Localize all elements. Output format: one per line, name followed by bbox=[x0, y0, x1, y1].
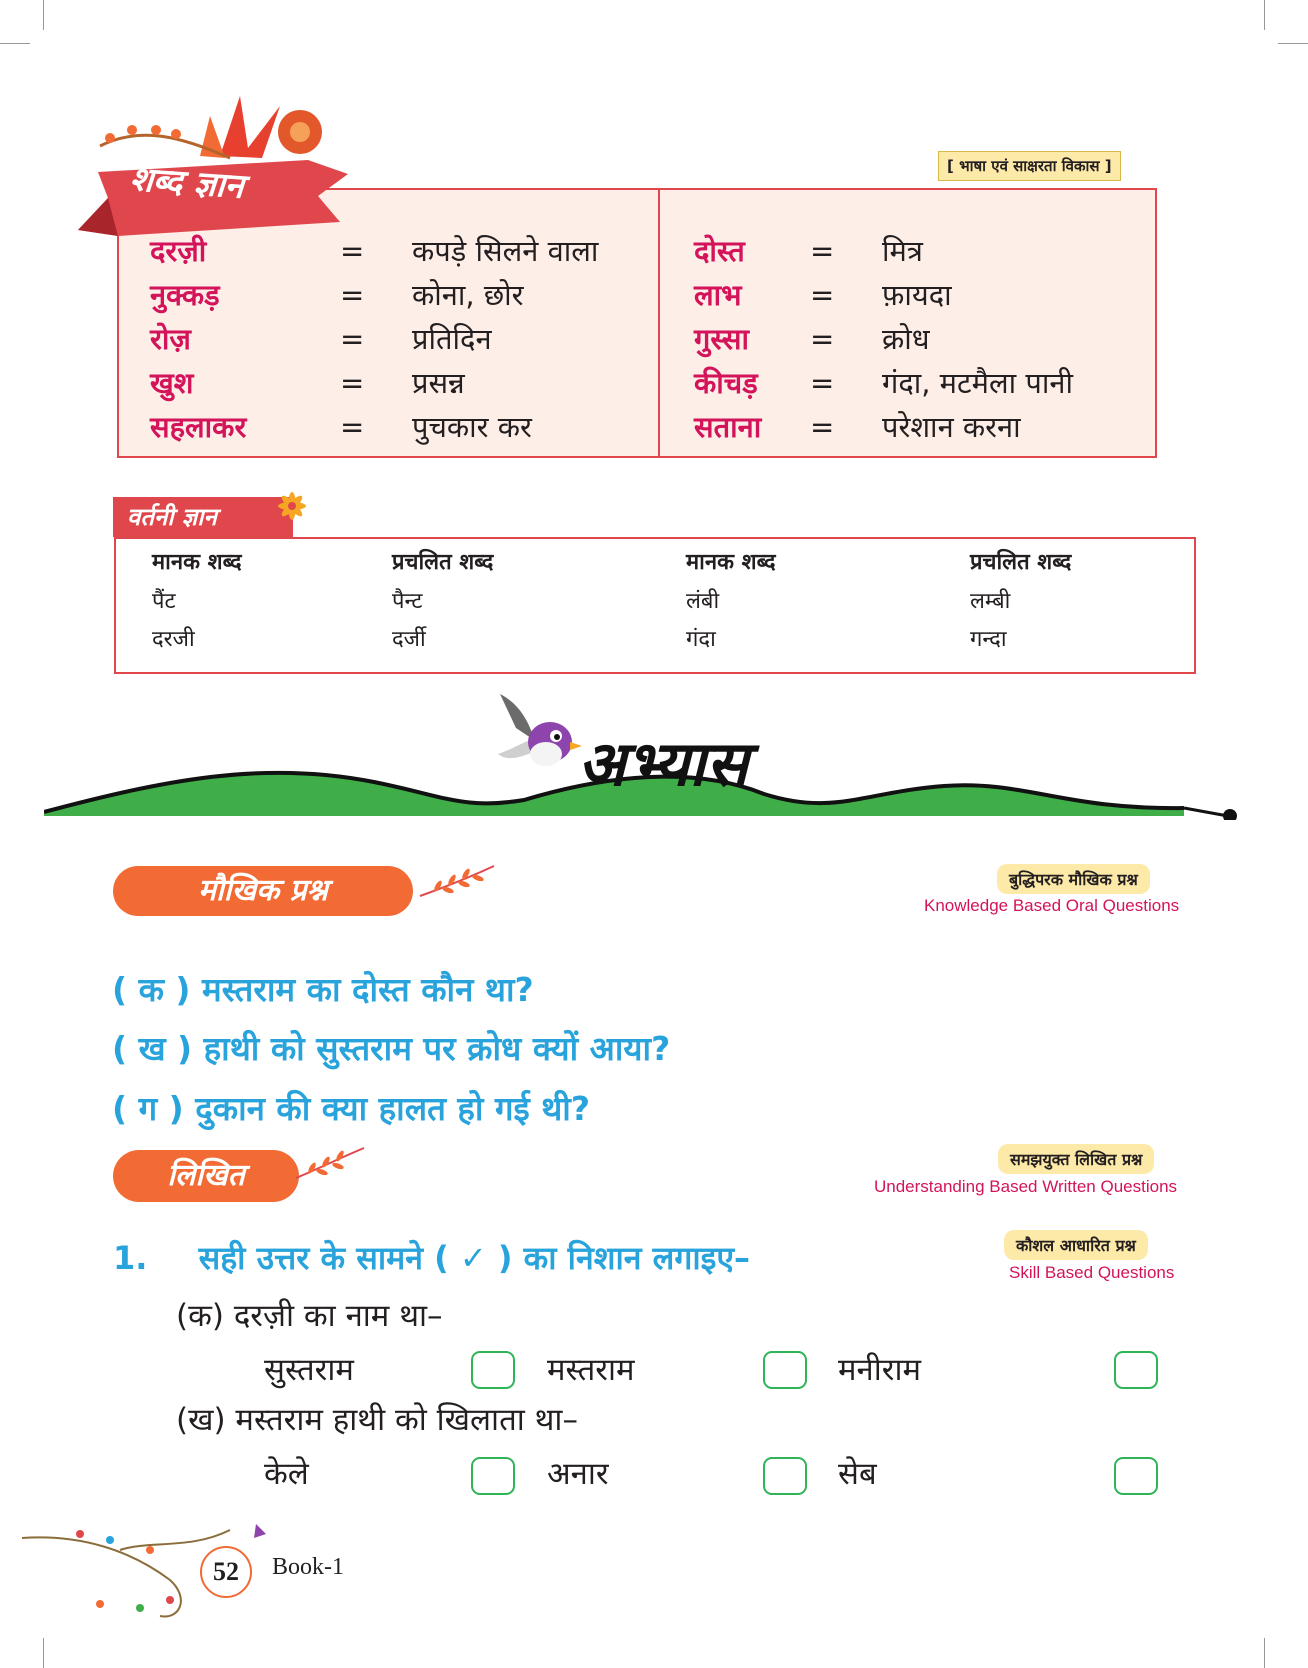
oral-question: ( क ) मस्तराम का दोस्त कौन था? bbox=[112, 970, 534, 1009]
equals-sign: = bbox=[340, 322, 365, 356]
vartani-cell: पैंट bbox=[152, 589, 176, 614]
equals-sign: = bbox=[340, 410, 365, 444]
vartani-cell: दर्जी bbox=[392, 627, 426, 652]
sub-question-kha: (ख) मस्तराम हाथी को खिलाता था– bbox=[176, 1402, 578, 1438]
skill-badge: कौशल आधारित प्रश्न bbox=[1004, 1230, 1148, 1260]
leaf-sprig-icon bbox=[418, 860, 498, 904]
option-checkbox[interactable] bbox=[1114, 1351, 1158, 1389]
equals-sign: = bbox=[810, 322, 835, 356]
equals-sign: = bbox=[810, 366, 835, 400]
equals-sign: = bbox=[810, 278, 835, 312]
shabd-word: कीचड़ bbox=[694, 366, 758, 400]
option-label: मनीराम bbox=[838, 1352, 922, 1388]
vartani-cell: लंबी bbox=[686, 589, 720, 614]
equals-sign: = bbox=[810, 410, 835, 444]
shabd-word: दोस्त bbox=[694, 234, 745, 268]
option-label: सेब bbox=[838, 1456, 877, 1492]
shabd-meaning: प्रसन्न bbox=[412, 366, 465, 400]
option-label: केले bbox=[264, 1456, 309, 1492]
maukhik-prashn-title: मौखिक प्रश्न bbox=[113, 866, 413, 916]
knowledge-badge: बुद्धिपरक मौखिक प्रश्न bbox=[997, 864, 1150, 894]
question-1 bbox=[113, 1236, 750, 1279]
option-checkbox[interactable] bbox=[471, 1351, 515, 1389]
option-label: अनार bbox=[547, 1456, 609, 1492]
shabd-gyan-title: शब्द ज्ञान bbox=[128, 159, 245, 207]
shabd-meaning: पुचकार कर bbox=[412, 410, 532, 444]
shabd-meaning: कपड़े सिलने वाला bbox=[412, 234, 599, 268]
shabd-meaning: गंदा, मटमैला पानी bbox=[882, 366, 1073, 400]
equals-sign: = bbox=[340, 234, 365, 268]
shabd-word: रोज़ bbox=[150, 322, 191, 356]
vartani-cell: पैन्ट bbox=[392, 589, 423, 614]
skill-badge-english: Skill Based Questions bbox=[1009, 1263, 1175, 1282]
equals-sign: = bbox=[340, 366, 365, 400]
literacy-tag: [ भाषा एवं साक्षरता विकास ] bbox=[938, 151, 1121, 181]
shabd-meaning: प्रतिदिन bbox=[412, 322, 492, 356]
shabd-meaning: फ़ायदा bbox=[882, 278, 952, 312]
option-checkbox[interactable] bbox=[763, 1457, 807, 1495]
likhit-title: लिखित bbox=[113, 1150, 299, 1202]
crop-mark bbox=[43, 1638, 44, 1668]
vartani-header: प्रचलित शब्द bbox=[392, 550, 494, 575]
vartani-header: मानक शब्द bbox=[152, 550, 242, 575]
question-1-number: 1. bbox=[113, 1239, 148, 1277]
shabd-meaning: क्रोध bbox=[882, 322, 930, 356]
crop-mark bbox=[1278, 43, 1308, 44]
crop-mark bbox=[43, 0, 44, 30]
abhyas-title: अभ्यास bbox=[578, 727, 750, 800]
star-flower-icon bbox=[270, 480, 314, 536]
vartani-cell: लम्बी bbox=[970, 589, 1011, 614]
understanding-badge-english: Understanding Based Written Questions bbox=[874, 1177, 1178, 1196]
oral-question: ( ग ) दुकान की क्या हालत हो गई थी? bbox=[112, 1089, 590, 1128]
understanding-badge: समझयुक्त लिखित प्रश्न bbox=[998, 1144, 1154, 1174]
shabd-word: सताना bbox=[694, 410, 762, 444]
crop-mark bbox=[1264, 0, 1265, 30]
crop-mark bbox=[1264, 1638, 1265, 1668]
option-checkbox[interactable] bbox=[763, 1351, 807, 1389]
vartani-cell: दरजी bbox=[152, 627, 195, 652]
shabd-meaning: परेशान करना bbox=[882, 410, 1021, 444]
option-checkbox[interactable] bbox=[471, 1457, 515, 1495]
crop-mark bbox=[0, 43, 30, 44]
shabd-word: गुस्सा bbox=[694, 322, 750, 356]
option-checkbox[interactable] bbox=[1114, 1457, 1158, 1495]
shabd-word: दरज़ी bbox=[150, 234, 207, 268]
shabd-meaning: मित्र bbox=[882, 234, 923, 268]
vartani-gyan-title: वर्तनी ज्ञान bbox=[113, 497, 293, 537]
vartani-cell: गन्दा bbox=[970, 627, 1007, 652]
shabd-gyan-divider bbox=[658, 188, 660, 458]
leaf-sprig-icon bbox=[294, 1142, 366, 1186]
sub-question-ka: (क) दरज़ी का नाम था– bbox=[176, 1298, 443, 1334]
vartani-header: प्रचलित शब्द bbox=[970, 550, 1072, 575]
oral-question: ( ख ) हाथी को सुस्तराम पर क्रोध क्यों आया? bbox=[112, 1029, 671, 1068]
book-name: Book-1 bbox=[272, 1554, 344, 1580]
shabd-word: खुश bbox=[150, 366, 194, 400]
option-label: मस्तराम bbox=[547, 1352, 635, 1388]
shabd-meaning: कोना, छोर bbox=[412, 278, 524, 312]
bird-icon bbox=[490, 684, 590, 784]
knowledge-badge-english: Knowledge Based Oral Questions bbox=[924, 896, 1180, 915]
shabd-word: सहलाकर bbox=[150, 410, 247, 444]
shabd-word: नुक्कड़ bbox=[150, 278, 220, 312]
vartani-cell: गंदा bbox=[686, 627, 716, 652]
shabd-word: लाभ bbox=[694, 278, 742, 312]
vartani-header: मानक शब्द bbox=[686, 550, 776, 575]
equals-sign: = bbox=[810, 234, 835, 268]
page-number: 52 bbox=[200, 1546, 252, 1598]
option-label: सुस्तराम bbox=[264, 1352, 354, 1388]
equals-sign: = bbox=[340, 278, 365, 312]
question-1-text: सही उत्तर के सामने ( ✓ ) का निशान लगाइए– bbox=[198, 1239, 751, 1277]
